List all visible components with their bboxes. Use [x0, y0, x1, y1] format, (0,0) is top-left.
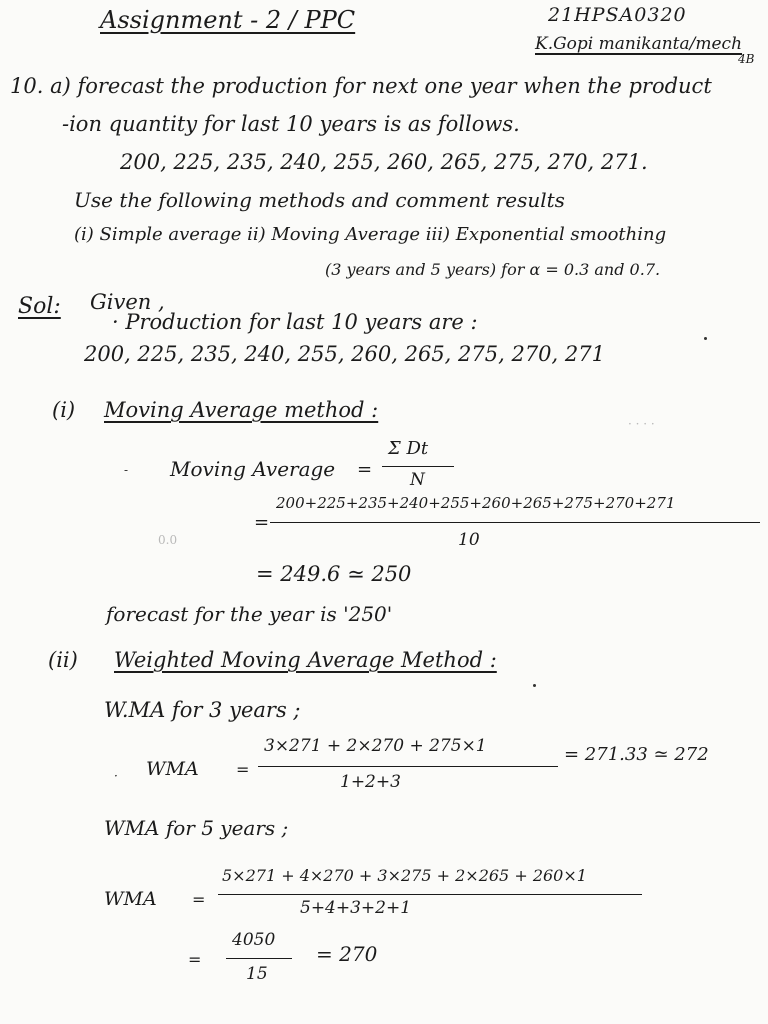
- question-line-5: (i) Simple average ii) Moving Average iii) Exponential smoothing: [74, 224, 667, 245]
- wma5-label: WMA for 5 years ;: [104, 816, 289, 840]
- question-line-4: Use the following methods and comment results: [74, 188, 565, 212]
- wma3-numerator: 3×271 + 2×270 + 275×1: [264, 736, 487, 756]
- question-line-1: 10. a) forecast the production for next one year when the product: [10, 74, 712, 98]
- formula-denominator: N: [410, 470, 425, 490]
- equals-sign-2: =: [254, 512, 270, 533]
- sum-numerator: 200+225+235+240+255+260+265+275+270+271: [276, 494, 676, 512]
- moving-average-label: Moving Average: [170, 457, 336, 481]
- roll-number: 21HPSA0320: [548, 4, 687, 26]
- part1-result: = 249.6 ≃ 250: [256, 562, 412, 586]
- part2-number: (ii): [48, 648, 78, 672]
- equals-sign-3: =: [236, 760, 250, 779]
- faint-smudge: 0.0: [158, 533, 178, 547]
- wma3-label: W.MA for 3 years ;: [104, 698, 301, 722]
- wma3-fraction-bar: [258, 766, 558, 767]
- part2-heading: Weighted Moving Average Method :: [114, 648, 497, 672]
- formula-numerator: Σ Dt: [388, 438, 429, 459]
- wma3-denominator: 1+2+3: [340, 772, 401, 792]
- wma3-result: = 271.33 ≃ 272: [564, 744, 709, 765]
- section-label: 4B: [738, 52, 755, 66]
- wma5-numerator: 5×271 + 4×270 + 3×275 + 2×265 + 260×1: [222, 866, 587, 885]
- wma3-symbol: WMA: [146, 758, 199, 780]
- wma5-denominator: 5+4+3+2+1: [300, 898, 412, 918]
- solution-label: Sol:: [18, 294, 61, 319]
- sum-denominator: 10: [458, 530, 480, 550]
- given-label: Given ,: [90, 290, 165, 314]
- part1-number: (i): [52, 398, 76, 422]
- solution-data: 200, 225, 235, 240, 255, 260, 265, 275, 270, 271: [84, 342, 605, 366]
- equals-sign-5: =: [188, 950, 202, 969]
- question-data: 200, 225, 235, 240, 255, 260, 265, 275, 270, 271.: [120, 150, 648, 174]
- wma5-result: = 270: [316, 942, 378, 966]
- faint-marks: · · · ·: [628, 417, 655, 431]
- assignment-title: Assignment - 2 / PPC: [100, 6, 356, 34]
- equals-sign: =: [357, 459, 373, 480]
- question-line-6: (3 years and 5 years) for α = 0.3 and 0.7.: [325, 260, 661, 279]
- equals-sign-4: =: [192, 890, 206, 909]
- question-line-2: -ion quantity for last 10 years is as follows.: [62, 112, 520, 136]
- wma5-symbol: WMA: [104, 888, 157, 910]
- bullet-2: ·: [114, 769, 118, 783]
- wma5-frac-denominator: 15: [246, 964, 268, 984]
- stray-dot-2: [533, 684, 536, 687]
- stray-dot: [704, 337, 707, 340]
- student-name: K.Gopi manikanta/mech: [535, 34, 743, 54]
- wma5-frac-bar: [226, 958, 292, 959]
- bullet: -: [124, 463, 129, 477]
- sum-fraction-bar: [270, 522, 760, 523]
- part1-heading: Moving Average method :: [104, 398, 379, 422]
- formula-fraction-bar: [382, 466, 454, 467]
- production-line: · Production for last 10 years are :: [112, 310, 478, 334]
- part1-forecast: forecast for the year is '250': [106, 602, 393, 626]
- wma5-fraction-bar: [218, 894, 642, 895]
- wma5-frac-numerator: 4050: [232, 930, 276, 950]
